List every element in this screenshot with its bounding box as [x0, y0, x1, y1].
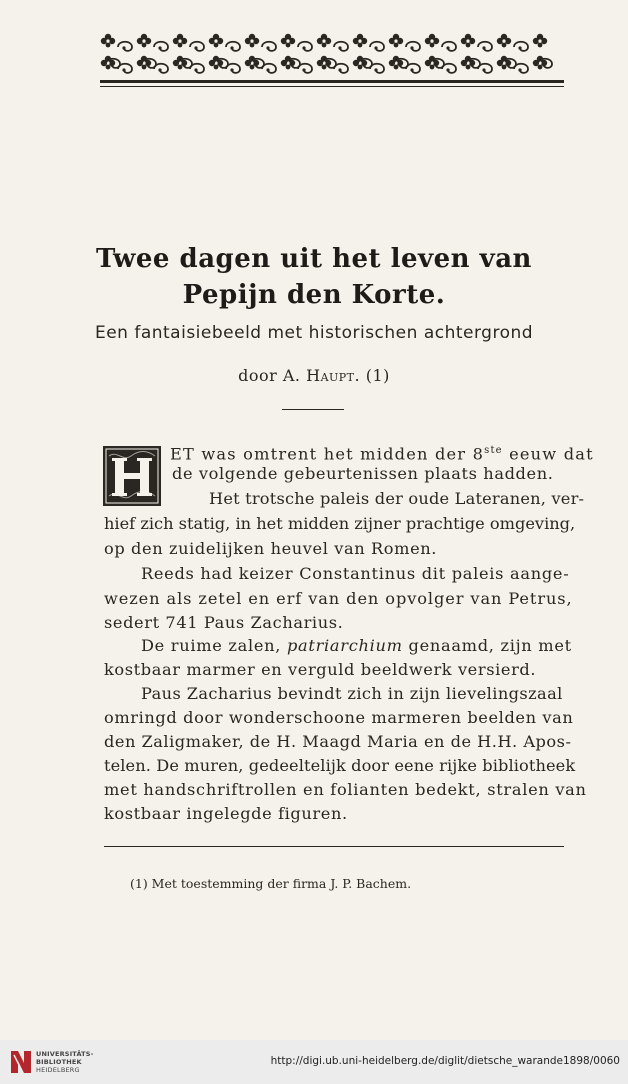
body-line-5: op den zuidelijken heuvel van Romen. — [104, 539, 438, 558]
body-line-6: Reeds had keizer Constantinus dit paleis aange- — [141, 564, 570, 583]
byline-prefix: door A. — [238, 366, 301, 385]
footnote: (1) Met toestemming der firma J. P. Bachem. — [130, 876, 412, 891]
library-name-line-3: HEIDELBERG — [36, 1066, 80, 1074]
body-line-8: sedert 741 Paus Zacharius. — [104, 613, 344, 632]
byline — [0, 366, 628, 385]
body-line-14: telen. De muren, gedeeltelijk door eene rijke bibliotheek — [104, 756, 576, 775]
subtitle: Een fantaisiebeeld met historischen achtergrond — [94, 323, 534, 343]
body-line-16: kostbaar ingelegde figuren. — [104, 804, 348, 823]
drop-cap-h-icon — [103, 446, 161, 506]
permalink-url[interactable]: http://digi.ub.uni-heidelberg.de/diglit/dietsche_warande1898/0060 — [270, 1055, 620, 1067]
footnote-rule — [104, 846, 564, 847]
ordinal-suffix: ste — [484, 445, 503, 456]
body-line-1: ET was omtrent het midden der 8ste eeuw dat — [170, 444, 594, 464]
body-line-11: Paus Zacharius bevindt zich in zijn lievelingszaal — [141, 684, 563, 703]
library-name — [36, 1050, 94, 1074]
body-line-4: hief zich statig, in het midden zijner prachtige omgeving, — [104, 514, 576, 533]
body-line-2: de volgende gebeurtenissen plaats hadden. — [172, 464, 554, 483]
title-line-2: Pepijn den Korte. — [182, 280, 446, 310]
body-line-15: met handschriftrollen en folianten bedekt, stralen van — [104, 780, 587, 799]
library-name-line-1: UNIVERSITÄTS- — [36, 1050, 94, 1058]
section-divider — [282, 409, 344, 410]
author-name: Haupt. — [306, 366, 361, 385]
body-line-7: wezen als zetel en erf van den opvolger van Petrus, — [104, 589, 573, 608]
body-line-13: den Zaligmaker, de H. Maagd Maria en de H.H. Apos- — [104, 732, 572, 751]
body-line-9: De ruime zalen, patriarchium genaamd, zijn met — [141, 636, 572, 655]
decorative-header-ornament — [100, 30, 564, 86]
ornament-rule-thin — [100, 86, 564, 87]
library-name-line-2: BIBLIOTHEK — [36, 1058, 82, 1066]
university-library-logo-icon — [8, 1047, 34, 1077]
title-line-1: Twee dagen uit het leven van — [96, 244, 532, 274]
footnote-reference: (1) — [365, 366, 390, 385]
body-line-10: kostbaar marmer en verguld beeldwerk versierd. — [104, 660, 537, 679]
body-line-12: omringd door wonderschoone marmeren beelden van — [104, 708, 574, 727]
body-line-3: Het trotsche paleis der oude Lateranen, ver- — [209, 489, 585, 508]
ornament-rule-thick — [100, 80, 564, 83]
